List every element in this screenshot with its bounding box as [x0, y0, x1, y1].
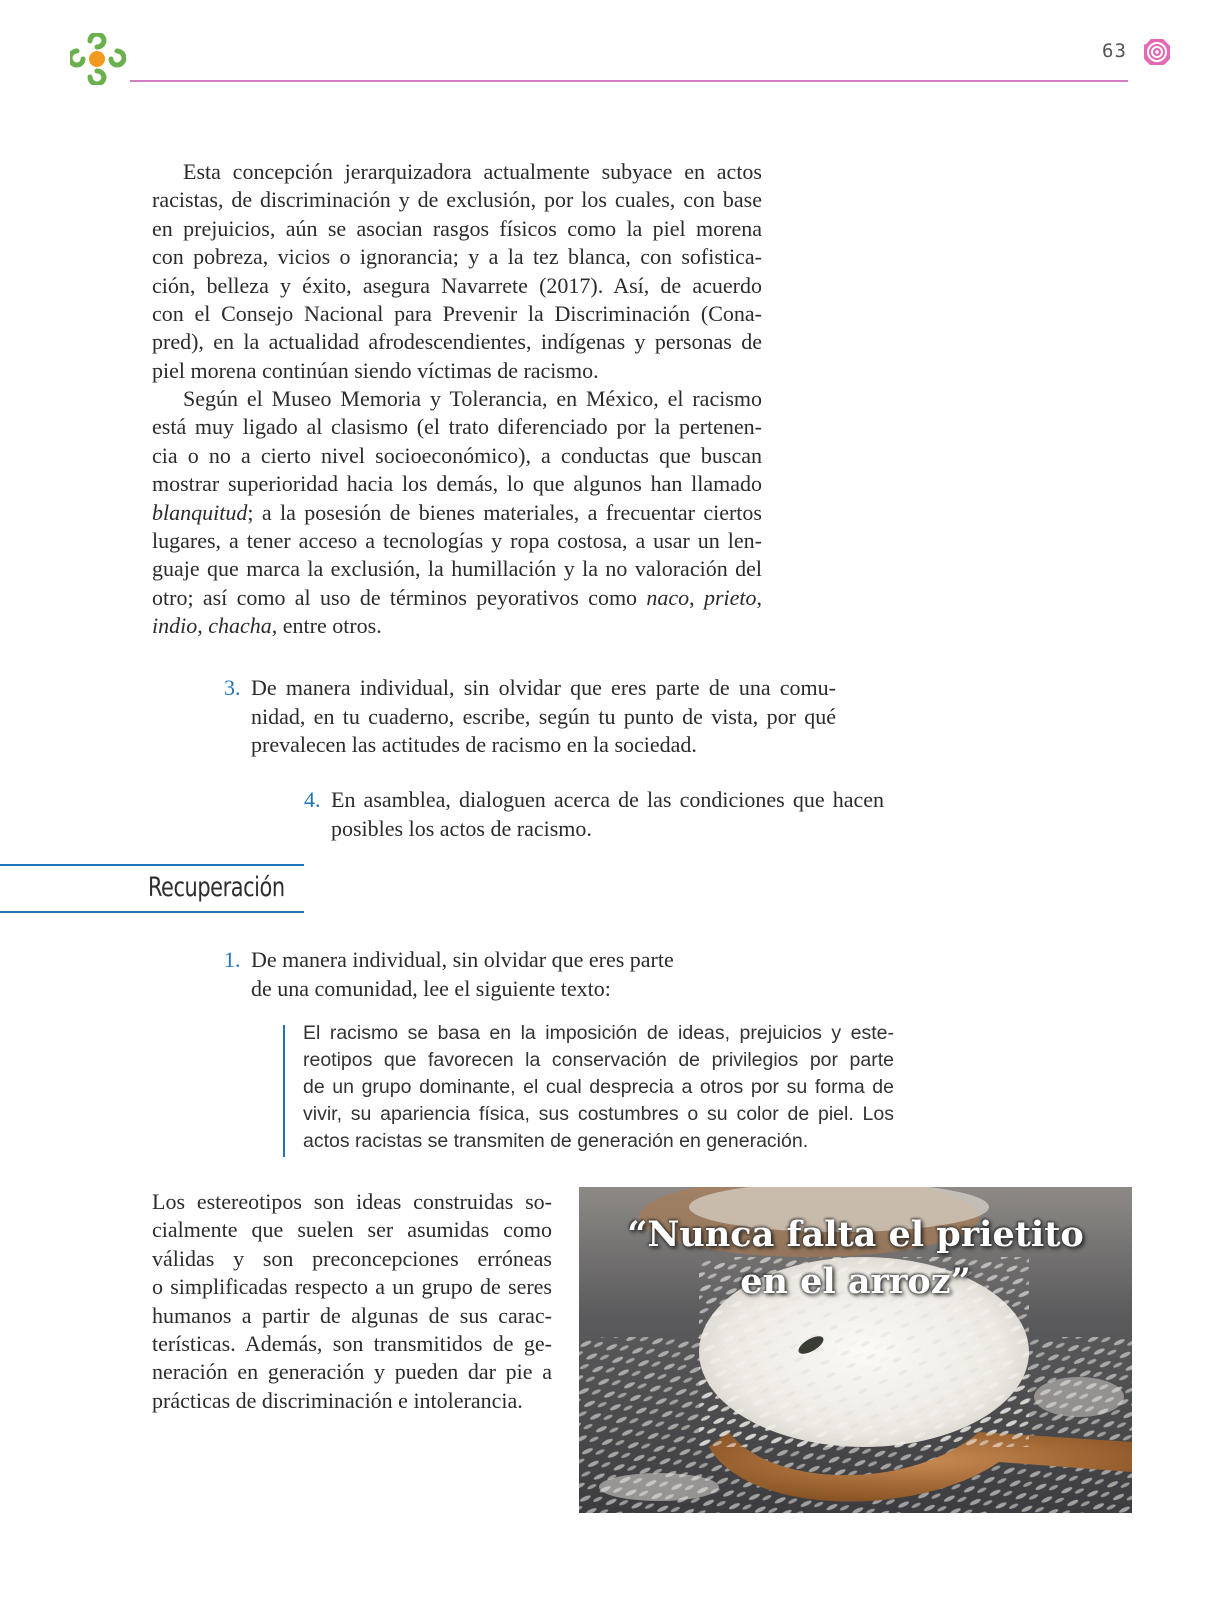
text-line: nidad, en tu cuaderno, escribe, según tu punto de vista, por qué	[251, 703, 836, 729]
text-line: Según el Museo Memoria y Tolerancia, en México, el racismo	[183, 386, 762, 411]
closing-paragraph	[152, 1188, 552, 1415]
item-text	[251, 946, 684, 1003]
text-line: piel morena continúan siendo víctimas de racismo.	[152, 357, 599, 383]
text-line: El racismo se basa en la imposición de ideas, prejuicios y este-	[303, 1022, 894, 1044]
term-indio: indio	[152, 613, 198, 639]
text-line: indio, chacha, entre otros.	[152, 613, 382, 639]
text-line: cia o no a cierto nivel socioeconómico), a conductas que buscan	[152, 442, 762, 468]
section-rule-bottom	[0, 911, 304, 913]
quote-bar	[283, 1025, 285, 1157]
text-line: De manera individual, sin olvidar que eres parte	[251, 947, 674, 972]
intro-paragraph-2	[152, 385, 762, 641]
text-line: mostrar superioridad hacia los demás, lo que algunos han llamado	[152, 471, 762, 497]
quote-block	[303, 1020, 894, 1155]
aztec-glyph-icon	[1142, 36, 1172, 68]
term-blanquitud: blanquitud	[152, 499, 248, 525]
caption-line-1: “Nunca falta el prietito	[627, 1214, 1084, 1255]
section-title: Recuperación	[148, 872, 285, 903]
text-line: En asamblea, dialoguen acerca de las condiciones que hacen	[331, 787, 884, 812]
item-number: 1.	[224, 947, 241, 972]
page-number: 63	[1102, 40, 1127, 62]
text-line: está muy ligado al clasismo (el trato diferenciado por la pertenen-	[152, 414, 762, 440]
text-line: Los estereotipos son ideas construidas so-	[152, 1189, 552, 1214]
photo-caption	[579, 1211, 1132, 1305]
text-line: de una comunidad, lee el siguiente texto:	[251, 975, 611, 1001]
term-prieto: prieto	[703, 584, 757, 610]
text-line: terísticas. Además, son transmitidos de ge-	[152, 1331, 552, 1357]
text-line: guaje que marca la exclusión, la humillación y la no valoración del	[152, 556, 762, 582]
text-line: cialmente que suelen ser asumidas como	[152, 1217, 552, 1243]
text-line: en prejuicios, aún se asocian rasgos físicos como la piel morena	[152, 215, 762, 241]
item-text	[251, 674, 836, 760]
text-line: con pobreza, vicios o ignorancia; y a la tez blanca, con sofistica-	[152, 244, 762, 270]
text-line: posibles los actos de racismo.	[331, 815, 592, 841]
text-line: humanos a partir de algunas de sus carac-	[152, 1302, 552, 1328]
text-line: De manera individual, sin olvidar que eres parte de una comu-	[251, 675, 836, 700]
text-line: o simplificadas respecto a un grupo de seres	[152, 1274, 552, 1300]
text-line: neración en generación y pueden dar pie a	[152, 1359, 552, 1385]
rice-spoon-photo	[579, 1187, 1132, 1513]
flower-logo-icon	[70, 33, 126, 85]
text-line: actos racistas se transmiten de generación en generación.	[303, 1130, 809, 1152]
text-line: lugares, a tener acceso a tecnologías y ropa costosa, a usar un len-	[152, 528, 762, 554]
text-line: reotipos que favorecen la conservación de privilegios por parte	[303, 1049, 894, 1071]
text-line: ción, belleza y éxito, asegura Navarrete (2017). Así, de acuerdo	[152, 272, 762, 298]
text-line: prácticas de discriminación e intolerancia.	[152, 1387, 523, 1413]
activity-item-4	[304, 786, 884, 846]
text-line: de un grupo dominante, el cual desprecia a otros por su forma de	[303, 1076, 894, 1098]
header-rule	[130, 80, 1128, 82]
caption-line-2: en el arroz”	[740, 1261, 971, 1302]
item-number: 3.	[224, 675, 241, 700]
recuperacion-item-1	[224, 946, 684, 1006]
text-line: vivir, su apariencia física, sus costumbres o su color de piel. Los	[303, 1103, 894, 1125]
text-line: con el Consejo Nacional para Prevenir la Discriminación (Cona-	[152, 301, 762, 327]
text-line: blanquitud; a la posesión de bienes materiales, a frecuentar ciertos	[152, 499, 762, 525]
text-line: racistas, de discriminación y de exclusión, por los cuales, con base	[152, 187, 762, 213]
intro-paragraph-1	[152, 158, 762, 385]
term-chacha: chacha	[208, 613, 272, 639]
text-line: válidas y son preconcepciones erróneas	[152, 1245, 552, 1271]
item-text	[331, 786, 884, 843]
activity-item-3	[224, 674, 836, 764]
text-line: Esta concepción jerarquizadora actualmente subyace en actos	[183, 159, 762, 184]
section-rule-top	[0, 864, 304, 866]
text-line: prevalecen las actitudes de racismo en la sociedad.	[251, 732, 697, 758]
term-naco: naco	[646, 584, 690, 610]
text-line: pred), en la actualidad afrodescendientes, indígenas y personas de	[152, 329, 762, 355]
text-line: otro; así como al uso de términos peyorativos como naco, prieto,	[152, 584, 763, 610]
item-number: 4.	[304, 787, 321, 812]
